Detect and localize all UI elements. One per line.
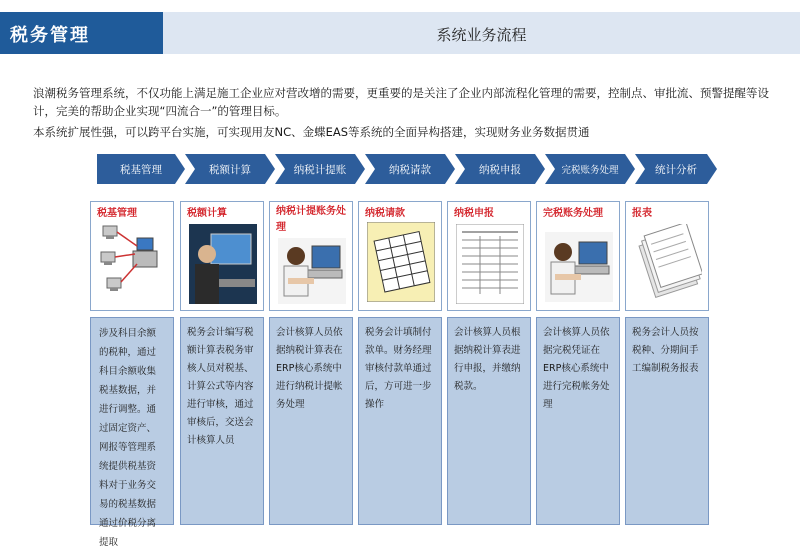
column-top-reports — [625, 201, 709, 311]
stacked-papers-icon — [634, 224, 702, 304]
column-text-tax-base: 涉及科目余额的税种，通过科目余额收集税基数据，并进行调整。通过固定资产、网报等管理系统提供税基资料对于业务交易的税基数据通过价税分离提取 — [90, 317, 174, 525]
process-detail-panel — [97, 193, 712, 548]
network-computers-icon — [97, 220, 169, 304]
column-top-accrual — [269, 201, 353, 311]
header-bar — [0, 12, 800, 54]
flow-step-label: 纳税申报 — [479, 164, 521, 176]
column-text-reports: 税务会计人员按税种、分期间手工编制税务报表 — [625, 317, 709, 525]
section-label: 税务管理 — [10, 25, 90, 46]
page-title: 系统业务流程 — [436, 26, 527, 44]
column-text-settlement: 会计核算人员依据完税凭证在ERP核心系统中进行完税帐务处理 — [536, 317, 620, 525]
column-top-settlement — [536, 201, 620, 311]
column-text-declaration: 会计核算人员根据纳税计算表进行申报，并缴纳税款。 — [447, 317, 531, 525]
column-top-tax-base — [90, 201, 174, 311]
flow-step-5 — [455, 154, 545, 184]
flow-step-3 — [275, 154, 365, 184]
column-title: 纳税申报 — [454, 208, 494, 219]
column-top-tax-calc — [180, 201, 264, 311]
document-form-icon — [456, 224, 524, 304]
column-text-accrual: 会计核算人员依据纳税计算表在ERP核心系统中进行纳税计提帐务处理 — [269, 317, 353, 525]
column-top-payment-request — [358, 201, 442, 311]
flow-step-4 — [365, 154, 455, 184]
section-tab — [0, 12, 163, 54]
column-top-declaration — [447, 201, 531, 311]
column-title: 报表 — [632, 208, 652, 219]
office-worker-icon — [278, 238, 346, 304]
flow-step-label: 纳税请款 — [389, 164, 431, 176]
flow-step-label: 纳税计提账 — [293, 164, 347, 176]
flow-step-6 — [545, 154, 635, 184]
column-text-tax-calc: 税务会计编写税额计算表税务审核人员对税基、计算公式等内容进行审核，通过审核后，交送会计核算人员 — [180, 317, 264, 525]
column-text-payment-request: 税务会计填制付款单。财务经理审核付款单通过后，方可进一步操作 — [358, 317, 442, 525]
office-worker-icon — [545, 232, 613, 302]
column-title: 税基管理 — [97, 208, 137, 219]
spreadsheet-icon — [367, 222, 435, 302]
flow-step-7 — [635, 154, 717, 184]
flow-step-label: 统计分析 — [655, 164, 697, 176]
flow-step-2 — [185, 154, 275, 184]
flow-step-label: 税基管理 — [120, 164, 162, 176]
flow-step-label: 税额计算 — [209, 164, 251, 176]
intro-paragraph-1: 浪潮税务管理系统，不仅功能上满足施工企业应对营改增的需要，更重要的是关注了企业内部流程化管理的需要，控制点、审批流、预警提醒等设计，完美的帮助企业实现“四流合一”的管理目标。 — [33, 86, 769, 118]
computer-user-icon — [189, 224, 257, 304]
intro-paragraph-2: 本系统扩展性强，可以跨平台实施，可实现用友NC、金蝶EAS等系统的全面异构搭建，实现财务业务数据贯通 — [33, 125, 590, 139]
process-flow — [97, 154, 717, 184]
column-title: 纳税请款 — [365, 208, 405, 219]
column-title: 完税账务处理 — [543, 208, 603, 219]
column-title: 税额计算 — [187, 208, 227, 219]
flow-step-1 — [97, 154, 185, 184]
column-title: 纳税计提账务处理 — [276, 206, 346, 233]
flow-step-label: 完税账务处理 — [561, 165, 619, 176]
title-bar — [163, 12, 800, 54]
